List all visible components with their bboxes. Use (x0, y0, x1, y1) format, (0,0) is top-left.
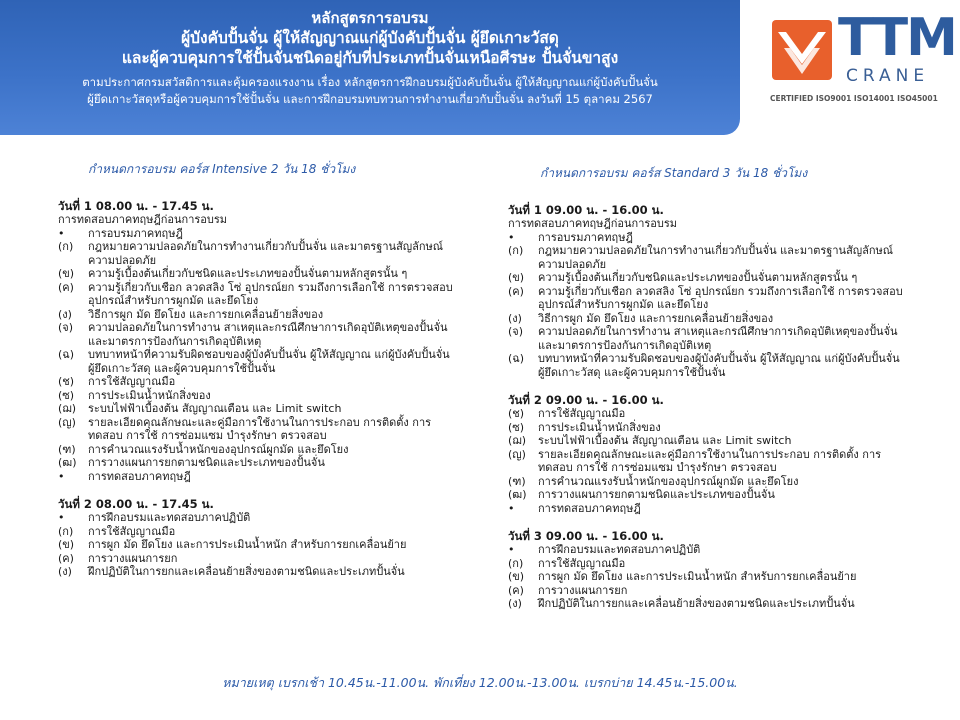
standard-course-column (508, 164, 908, 611)
agenda-item (58, 538, 458, 552)
agenda-item (508, 271, 908, 285)
agenda-item-text: การวางแผนการยกตามชนิดและประเภทของปั้นจั่น (538, 488, 775, 501)
agenda-item (508, 421, 908, 435)
agenda-item-text: การผูก มัด ยึดโยง และการประเมินน้ำหนัก สำหรับการยกเคลื่อนย้าย (538, 570, 857, 583)
agenda-item-text: การคำนวณแรงรับน้ำหนักของอุปกรณ์ผูกมัด และยึดโยง (538, 474, 799, 488)
company-logo (770, 8, 956, 104)
day-heading: วันที่ 2 09.00 น. - 16.00 น. (508, 393, 664, 407)
logo-subtitle: CRANE (846, 66, 930, 86)
agenda-item (508, 488, 908, 502)
agenda-item-text: การใช้สัญญาณมือ (538, 556, 626, 570)
day-heading: วันที่ 1 08.00 น. - 17.45 น. (58, 199, 214, 213)
agenda-item (508, 475, 908, 489)
agenda-item-text: ฝึกปฏิบัติในการยกและเคลื่อนย้ายสิ่งของตามชนิดและประเภทปั้นจั่น (88, 565, 405, 578)
agenda-item-marker: (ก) (508, 244, 524, 257)
agenda-item-marker: (ค) (508, 284, 524, 298)
agenda-item-text: วิธีการผูก มัด ยึดโยง และการยกเคลื่อนย้ายสิ่งของ (88, 307, 324, 321)
agenda-item-text: ความรู้เบื้องต้นเกี่ยวกับชนิดและประเภทของปั้นจั่นตามหลักสูตรนั้น ๆ (538, 271, 858, 284)
agenda-item (58, 525, 458, 539)
course-title-line3: และผู้ควบคุมการใช้ปั้นจั่นชนิดอยู่กับที่ประเภทปั้นจั่นเหนือศีรษะ ปั้นจั่นขาสูง (121, 49, 619, 67)
agenda-item (508, 231, 908, 245)
agenda-item-marker: (ง) (508, 597, 522, 610)
pre-test-note: การทดสอบภาคทฤษฎีก่อนการอบรม (58, 213, 228, 226)
agenda-item (58, 456, 458, 470)
agenda-item-marker: (ง) (58, 307, 72, 321)
agenda-item-text: การทดสอบภาคทฤษฎี (88, 469, 191, 483)
agenda-item (58, 443, 458, 457)
intensive-course-title: กำหนดการอบรม คอร์ส Intensive 2 วัน 18 ชั่วโมง (88, 162, 356, 176)
agenda-item-text: ความปลอดภัยในการทำงาน สาเหตุและกรณีศึกษาการเกิดอุบัติเหตุของปั้นจั่น และมาตรการป้องกันการเกิดอุบัติเหตุ (88, 321, 448, 348)
agenda-item (508, 597, 908, 611)
header-banner (0, 0, 740, 135)
day-heading: วันที่ 1 09.00 น. - 16.00 น. (508, 203, 664, 217)
agenda-item-text: รายละเอียดคุณลักษณะและคู่มือการใช้งานในการประกอบ การติดตั้ง การทดสอบ การใช้ การซ่อมแซม บำรุงรักษา ตรวจสอบ (88, 415, 432, 442)
agenda-item (58, 321, 458, 348)
agenda-item (58, 348, 458, 375)
agenda-item-text: ฝึกปฏิบัติในการยกและเคลื่อนย้ายสิ่งของตามชนิดและประเภทปั้นจั่น (538, 597, 855, 610)
agenda-item (58, 267, 458, 281)
agenda-item-text: ความรู้เกี่ยวกับเชือก ลวดสลิง โซ่ อุปกรณ์ยก รวมถึงการเลือกใช้ การตรวจสอบอุปกรณ์สำหรับการผูกมัด และยึดโยง (538, 284, 903, 311)
agenda-item-text: กฎหมายความปลอดภัยในการทำงานเกี่ยวกับปั้นจั่น และมาตรฐานสัญลักษณ์ความปลอดภัย (88, 240, 444, 267)
agenda-item-text: การใช้สัญญาณมือ (538, 407, 626, 420)
agenda-item (58, 565, 458, 579)
agenda-item-text: การประเมินน้ำหนักสิ่งของ (538, 420, 661, 434)
agenda-item-text: การวางแผนการยกตามชนิดและประเภทของปั้นจั่น (88, 456, 325, 469)
ttm-chevron-icon (770, 18, 834, 82)
agenda-item-marker: • (508, 501, 515, 515)
agenda-item (508, 325, 908, 352)
agenda-item-text: บทบาทหน้าที่ความรับผิดชอบของผู้บังคับปั้นจั่น ผู้ให้สัญญาณ แก่ผู้บังคับปั้นจั่น ผู้ยึดเกาะวัสดุ และผู้ควบคุมการใช้ปั้นจั่น (538, 352, 900, 379)
agenda-item (58, 552, 458, 566)
iso-certification: CERTIFIED ISO9001 ISO14001 ISO45001 (770, 94, 938, 103)
agenda-item (508, 570, 908, 584)
agenda-item-marker: (ค) (508, 583, 524, 597)
agenda-item (508, 407, 908, 421)
agenda-item (58, 389, 458, 403)
agenda-item (58, 281, 458, 308)
agenda-item (58, 240, 458, 267)
announcement-line1: ตามประกาศกรมสวัสดิการและคุ้มครองแรงงาน เรื่อง หลักสูตรการฝึกอบรมผู้บังคับปั้นจั่น ผู้ให้สัญญาณแก่ผู้บังคับปั้นจั่น (82, 75, 658, 89)
agenda-item-marker: (ข) (58, 538, 75, 551)
agenda-item (508, 312, 908, 326)
agenda-item-marker: (ซ) (508, 420, 525, 434)
agenda-item (508, 502, 908, 516)
agenda-item-text: รายละเอียดคุณลักษณะและคู่มือการใช้งานในการประกอบ การติดตั้ง การทดสอบ การใช้ การซ่อมแซม บำรุงรักษา ตรวจสอบ (538, 447, 882, 474)
course-title-line2: ผู้บังคับปั้นจั่น ผู้ให้สัญญาณแก่ผู้บังคับปั้นจั่น ผู้ยึดเกาะวัสดุ (181, 29, 559, 47)
agenda-item (58, 416, 458, 443)
agenda-item-text: การใช้สัญญาณมือ (88, 524, 176, 538)
agenda-item-marker: (ฑ) (508, 474, 526, 488)
agenda-item-text: การประเมินน้ำหนักสิ่งของ (88, 388, 211, 402)
agenda-item-text: การคำนวณแรงรับน้ำหนักของอุปกรณ์ผูกมัด และยึดโยง (88, 442, 349, 456)
agenda-item (508, 352, 908, 379)
agenda-item-text: ความปลอดภัยในการทำงาน สาเหตุและกรณีศึกษาการเกิดอุบัติเหตุของปั้นจั่น และมาตรการป้องกันการเกิดอุบัติเหตุ (538, 325, 898, 352)
agenda-item-text: ระบบไฟฟ้าเบื้องต้น สัญญาณเตือน และ Limit switch (538, 434, 792, 447)
break-times-note: หมายเหตุ เบรกเช้า 10.45น.-11.00น. พักเที่ยง 12.00น.-13.00น. เบรกบ่าย 14.45น.-15.00น. (222, 675, 738, 690)
agenda-item-text: วิธีการผูก มัด ยึดโยง และการยกเคลื่อนย้ายสิ่งของ (538, 311, 774, 325)
agenda-item-marker: (ง) (58, 565, 72, 578)
agenda-item (508, 285, 908, 312)
agenda-item-text: การใช้สัญญาณมือ (88, 375, 176, 388)
agenda-item-text: การฝึกอบรมและทดสอบภาคปฏิบัติ (538, 543, 701, 556)
agenda-item-text: ความรู้เบื้องต้นเกี่ยวกับชนิดและประเภทของปั้นจั่นตามหลักสูตรนั้น ๆ (88, 267, 408, 280)
agenda-item (508, 434, 908, 448)
agenda-item-marker: • (508, 230, 515, 244)
pre-test-note: การทดสอบภาคทฤษฎีก่อนการอบรม (508, 217, 678, 230)
agenda-item-marker: (ฑ) (58, 442, 76, 456)
agenda-item-marker: (ข) (508, 570, 525, 583)
agenda-item (508, 448, 908, 475)
day-heading: วันที่ 2 08.00 น. - 17.45 น. (58, 497, 214, 511)
agenda-item-marker: (ก) (508, 556, 524, 570)
agenda-item-marker: (ฌ) (58, 402, 76, 415)
agenda-item-text: การวางแผนการยก (538, 583, 628, 597)
agenda-item-marker: (ค) (58, 280, 74, 294)
agenda-item-marker: (ฉ) (508, 352, 525, 365)
agenda-item (508, 244, 908, 271)
agenda-item-text: ความรู้เกี่ยวกับเชือก ลวดสลิง โซ่ อุปกรณ์ยก รวมถึงการเลือกใช้ การตรวจสอบอุปกรณ์สำหรับการผูกมัด และยึดโยง (88, 280, 453, 307)
agenda-item (58, 308, 458, 322)
agenda-item-marker: (จ) (508, 325, 524, 338)
agenda-item-text: กฎหมายความปลอดภัยในการทำงานเกี่ยวกับปั้นจั่น และมาตรฐานสัญลักษณ์ความปลอดภัย (538, 244, 894, 271)
agenda-item-marker: • (508, 543, 515, 556)
standard-course-title: กำหนดการอบรม คอร์ส Standard 3 วัน 18 ชั่วโมง (540, 166, 808, 180)
agenda-item-marker: (ง) (508, 311, 522, 325)
agenda-item-marker: (จ) (58, 321, 74, 334)
agenda-item (58, 470, 458, 484)
intensive-course-column (58, 160, 458, 579)
agenda-item-marker: (ญ) (58, 415, 76, 429)
logo-brand: TTM (838, 8, 956, 68)
agenda-item-marker: (ข) (58, 267, 75, 280)
agenda-item-marker: (ญ) (508, 447, 526, 461)
agenda-item (508, 584, 908, 598)
course-title: หลักสูตรการอบรม (311, 9, 429, 27)
agenda-item-text: การวางแผนการยก (88, 551, 178, 565)
agenda-item-text: การอบรมภาคทฤษฎี (88, 226, 183, 240)
announcement-reference (0, 74, 740, 108)
agenda-item-text: บทบาทหน้าที่ความรับผิดชอบของผู้บังคับปั้นจั่น ผู้ให้สัญญาณ แก่ผู้บังคับปั้นจั่น ผู้ยึดเกาะวัสดุ และผู้ควบคุมการใช้ปั้นจั่น (88, 348, 450, 375)
agenda-item-text: การผูก มัด ยึดโยง และการประเมินน้ำหนัก สำหรับการยกเคลื่อนย้าย (88, 538, 407, 551)
agenda-item (58, 511, 458, 525)
agenda-item (508, 557, 908, 571)
agenda-item-marker: (ฒ) (58, 456, 77, 469)
agenda-item-marker: (ฉ) (58, 348, 75, 361)
agenda-item-marker: (ช) (58, 375, 75, 388)
agenda-item (58, 402, 458, 416)
announcement-line2: ผู้ยึดเกาะวัสดุหรือผู้ควบคุมการใช้ปั้นจั่น และการฝึกอบรมทบทวนการทำงานเกี่ยวกับปั้นจั่น ลงวันที่ 15 ตุลาคม 2567 (87, 92, 653, 106)
agenda-item (58, 227, 458, 241)
agenda-item-marker: (ข) (508, 271, 525, 284)
agenda-item-marker: (ก) (58, 240, 74, 253)
agenda-item-marker: • (58, 226, 65, 240)
agenda-item-marker: (ช) (508, 407, 525, 420)
agenda-item-marker: • (58, 511, 65, 524)
agenda-item-marker: (ค) (58, 551, 74, 565)
agenda-item-marker: (ฌ) (508, 434, 526, 447)
agenda-item-text: การอบรมภาคทฤษฎี (538, 230, 633, 244)
agenda-item-marker: (ซ) (58, 388, 75, 402)
agenda-item-marker: • (58, 469, 65, 483)
agenda-item (508, 543, 908, 557)
agenda-item-text: การฝึกอบรมและทดสอบภาคปฏิบัติ (88, 511, 251, 524)
agenda-item (58, 375, 458, 389)
agenda-item-marker: (ก) (58, 524, 74, 538)
day-heading: วันที่ 3 09.00 น. - 16.00 น. (508, 529, 664, 543)
agenda-item-marker: (ฒ) (508, 488, 527, 501)
agenda-item-text: ระบบไฟฟ้าเบื้องต้น สัญญาณเตือน และ Limit switch (88, 402, 342, 415)
agenda-item-text: การทดสอบภาคทฤษฎี (538, 501, 641, 515)
